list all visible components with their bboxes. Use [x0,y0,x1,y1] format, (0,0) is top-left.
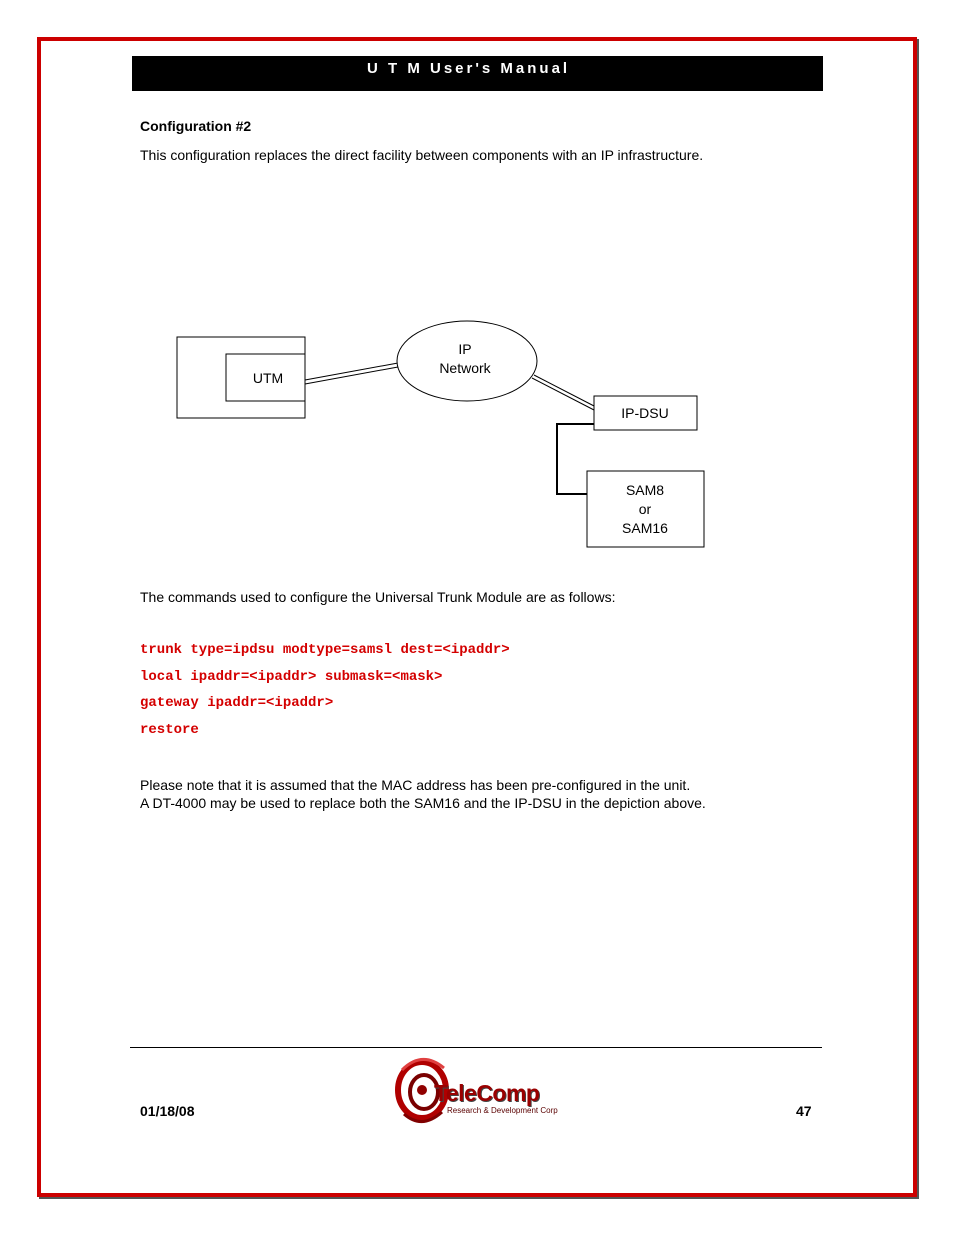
network-diagram [0,0,954,600]
page-number: 47 [796,1103,812,1119]
command-line: local ipaddr=<ipaddr> submask=<mask> [140,669,443,685]
note-line: A DT-4000 may be used to replace both the SAM16 and the IP-DSU in the depiction above. [140,795,706,811]
network-ipdsu-link [532,378,594,410]
sam-label-line3: SAM16 [622,520,668,536]
network-label-line2: Network [439,360,491,376]
footer-divider [130,1047,822,1048]
commands-intro: The commands used to configure the Universal Trunk Module are as follows: [140,589,616,605]
logo-name: TeleComp [434,1080,540,1106]
utm-network-link [305,363,398,380]
sam-label-line2: or [638,501,652,517]
manual-header: U T M User's Manual [132,56,823,91]
ipdsu-label: IP-DSU [621,405,669,421]
command-line: restore [140,722,199,738]
note-line: Please note that it is assumed that the MAC address has been pre-configured in the unit. [140,777,691,793]
sam-label-line1: SAM8 [625,482,665,498]
network-label-line1: IP [458,341,472,357]
section-intro: This configuration replaces the direct facility between components with an IP infrastructure. [140,147,704,163]
command-line: gateway ipaddr=<ipaddr> [140,695,334,711]
logo-subtitle: Research & Development Corp [447,1106,558,1115]
section-title: Configuration #2 [140,118,252,134]
footer-date: 01/18/08 [140,1103,195,1119]
command-line: trunk type=ipdsu modtype=samsl dest=<ipaddr> [140,642,510,658]
telecomp-logo [392,1050,582,1130]
utm-label: UTM [252,370,284,386]
